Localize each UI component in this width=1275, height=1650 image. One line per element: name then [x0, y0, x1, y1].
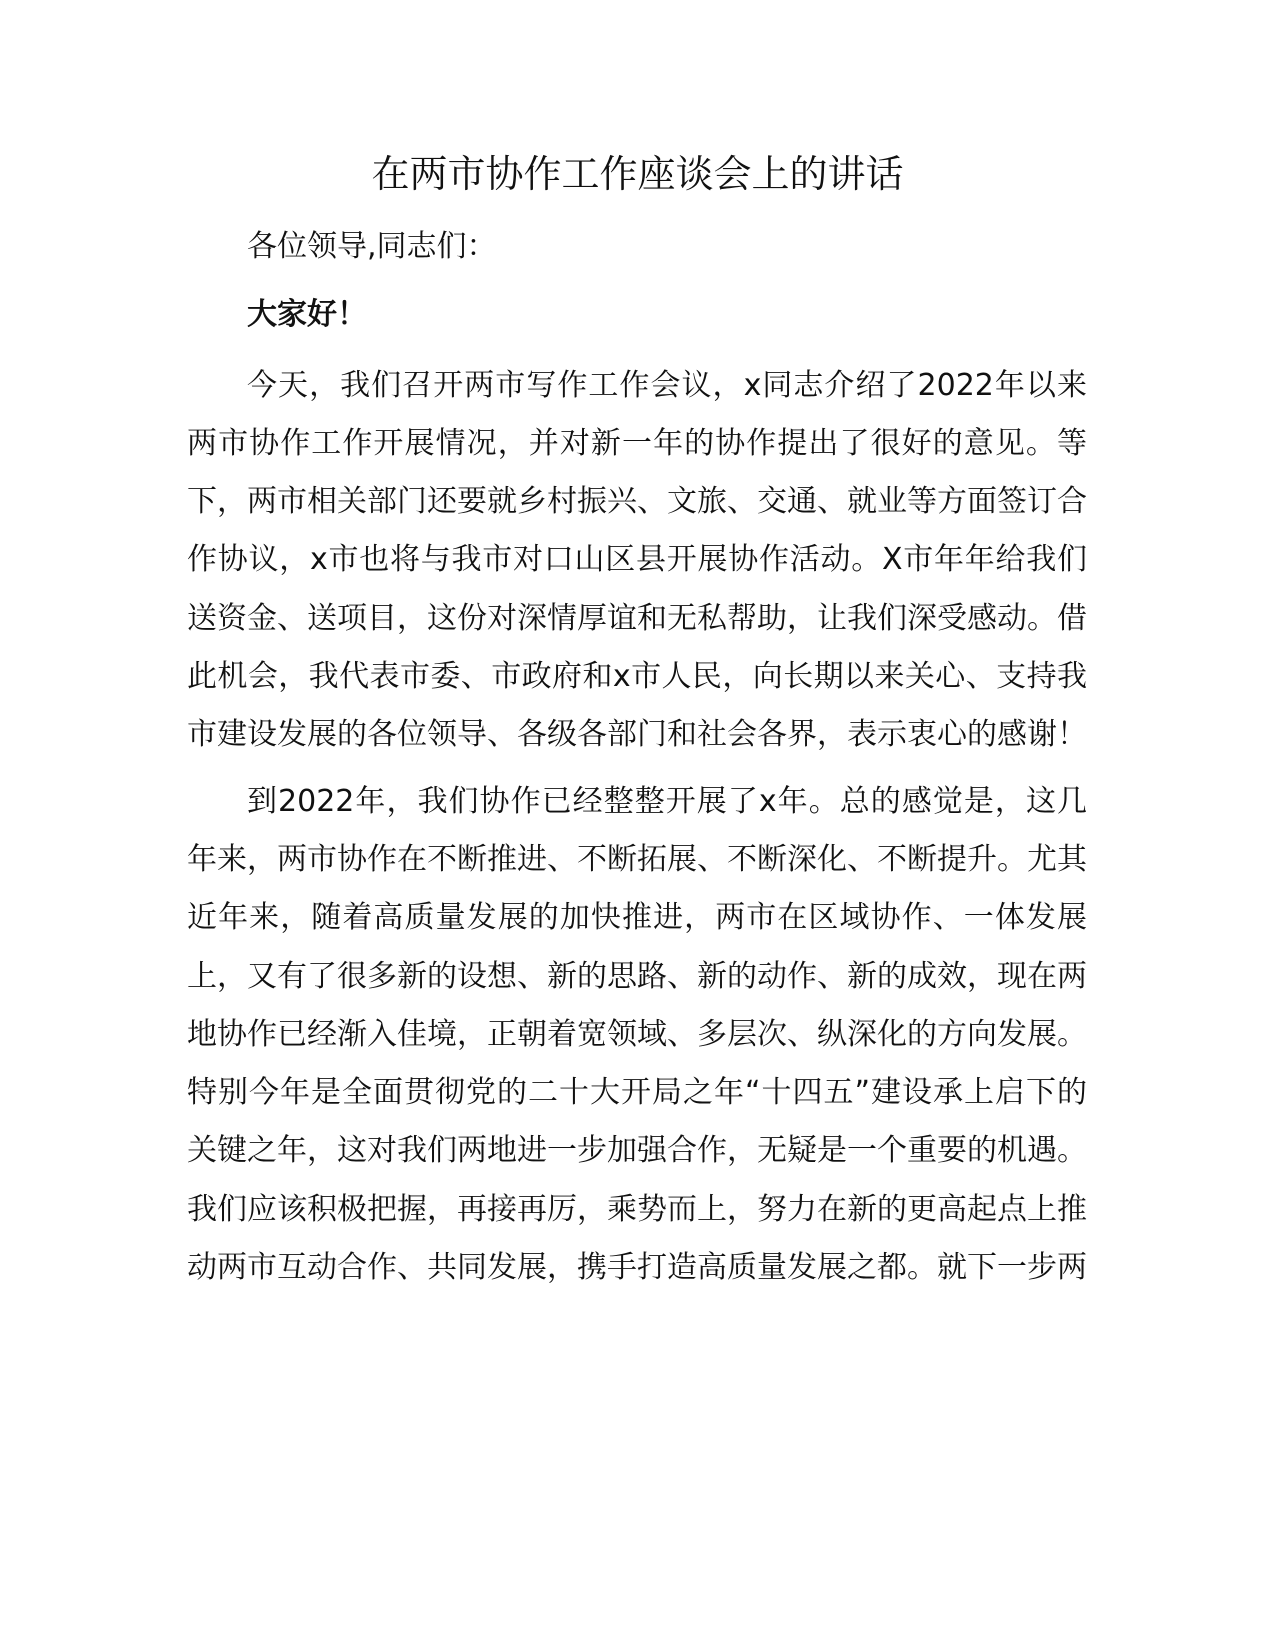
paragraph-2: 到2022年，我们协作已经整整开展了x年。总的感觉是，这几年来，两市协作在不断推进、不断拓展、不断深化、不断提升。尤其近年来，随着高质量发展的加快推进，两市在区域协作、一体发展上，又有了很多新的设想、新的思路、新的动作、新的成效，现在两地协作已经渐入佳境，正朝着宽领域、多层次、纵深化的方向发展。特别今年是全面贯彻党的二十大开局之年“十四五”建设承上启下的关键之年，这对我们两地进一步加强合作，无疑是一个重要的机遇。我们应该积极把握，再接再厉，乘势而上，努力在新的更高起点上推动两市互动合作、共同发展，携手打造高质量发展之都。就下一步两	[187, 783, 1087, 1286]
salutation: 各位领导,同志们：	[247, 229, 497, 264]
greeting: 大家好！	[247, 297, 367, 333]
document-title: 在两市协作工作座谈会上的讲话	[371, 152, 904, 196]
document-body	[187, 218, 1087, 1305]
paragraph-1: 今天，我们召开两市写作工作会议，x同志介绍了2022年以来两市协作工作开展情况，并对新一年的协作提出了很好的意见。等下，两市相关部门还要就乡村振兴、文旅、交通、就业等方面签订合作协议，x市也将与我市对口山区县开展协作活动。X市年年给我们送资金、送项目，这份对深情厚谊和无私帮助，让我们深受感动。借此机会，我代表市委、市政府和x市人民，向长期以来关心、支持我市建设发展的各位领导、各级各部门和社会各界，表示衷心的感谢！	[187, 367, 1087, 753]
